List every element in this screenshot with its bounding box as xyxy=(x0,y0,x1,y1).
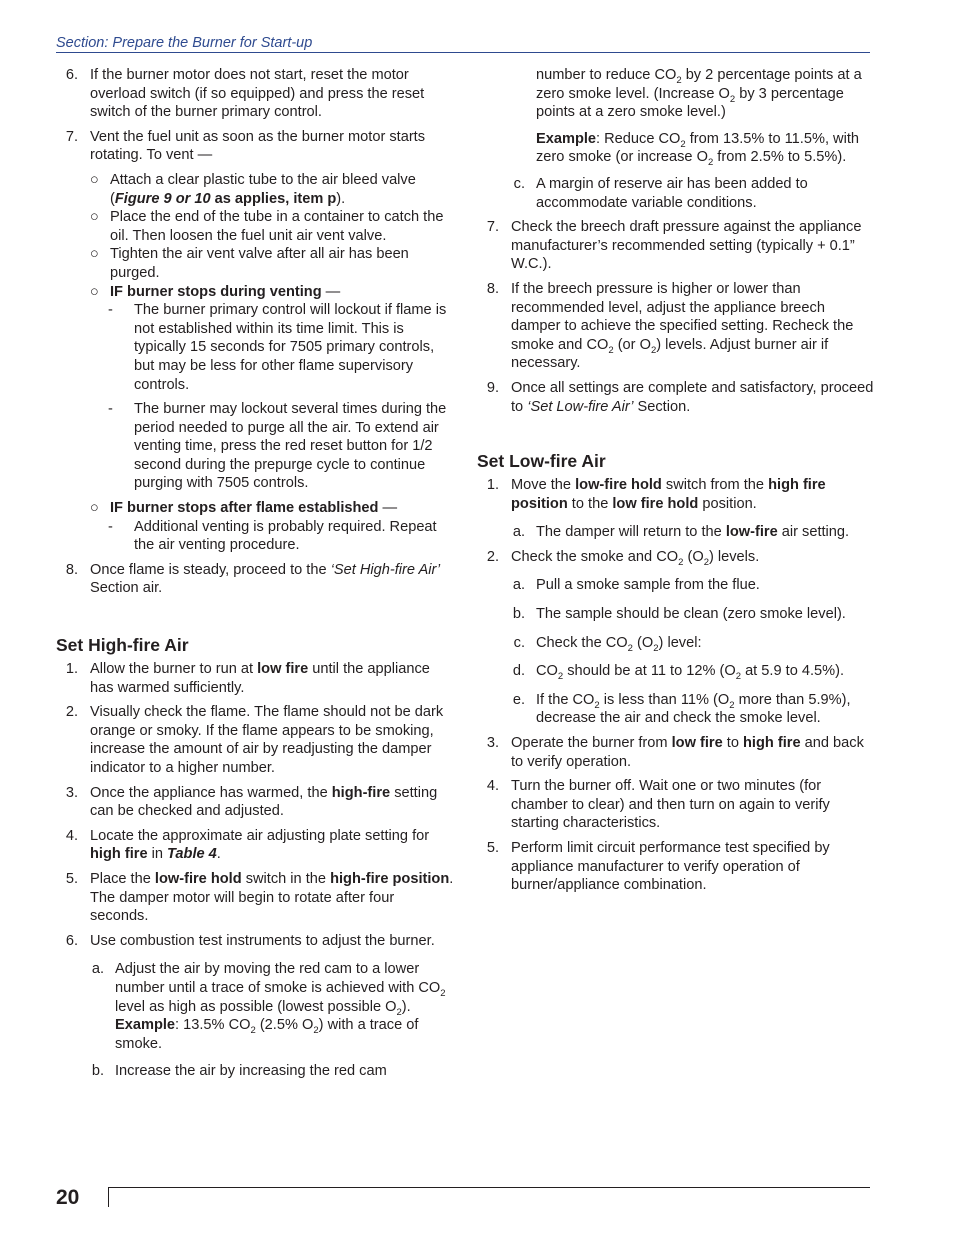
list-marker: 5. xyxy=(65,870,78,887)
list-marker: 2. xyxy=(65,704,78,721)
list-marker: 1. xyxy=(65,661,78,678)
list-item xyxy=(477,218,877,274)
list-item xyxy=(477,548,877,567)
list-item xyxy=(477,130,877,167)
page-number: 20 xyxy=(56,1186,80,1209)
list-item-text: Example: Reduce $CO_2$ from 13.5% to 11.5%, with zero smoke (or increase $O_2$ from 2.5% to 5.5%). xyxy=(536,130,860,169)
list-item-text: If the $CO_2$ is less than 11% ($O_2$ more than 5.9%), decrease the air and check the smoke level. xyxy=(536,691,851,727)
list-marker: c. xyxy=(513,634,525,651)
list-item xyxy=(477,634,877,653)
list-marker: 1. xyxy=(486,477,499,494)
list-marker: 8. xyxy=(486,280,499,297)
list-item-text: Pull a smoke sample from the flue. xyxy=(536,577,760,594)
list-item xyxy=(56,870,456,926)
list-item-text: The damper will return to the low-fire air setting. xyxy=(536,524,850,541)
left-column xyxy=(56,66,456,1081)
list-item xyxy=(477,777,877,833)
list-marker: ○ xyxy=(90,209,99,226)
list-item-text: IF burner stops during venting — xyxy=(110,283,341,300)
list-item-text: Locate the approximate air adjusting plate setting for high fire in Table 4. xyxy=(90,827,430,863)
list-item xyxy=(477,280,877,373)
list-item-text: Additional venting is probably required. Repeat the air venting procedure. xyxy=(134,518,437,554)
footer-rule xyxy=(108,1187,870,1188)
list-item-text: IF burner stops after flame established — xyxy=(110,500,398,517)
list-item xyxy=(477,839,877,895)
list-item-text: Tighten the air vent valve after all air has been purged. xyxy=(110,246,409,281)
list-item-text: A margin of reserve air has been added to accommodate variable conditions. xyxy=(536,175,808,211)
list-item xyxy=(56,301,456,394)
list-item-text: If the breech pressure is higher or lower than recommended level, adjust the appliance breech damper to achieve the specified setting. Recheck the smoke and $CO_2$ (or $O_2$) levels. Adjust burner air if necessary. xyxy=(511,280,854,372)
list-item-text: $CO_2$ should be at 11 to 12% ($O_2$ at 5.9 to 4.5%). xyxy=(536,663,845,683)
list-marker: c. xyxy=(513,175,525,192)
list-marker: 7. xyxy=(65,128,78,145)
list-marker: 3. xyxy=(65,784,78,801)
list-item xyxy=(477,379,877,416)
list-marker: ○ xyxy=(90,283,99,300)
list-item-text: Once flame is steady, proceed to the ‘Set High-fire Air’ Section air. xyxy=(90,561,441,597)
list-marker: 5. xyxy=(486,840,499,856)
list-marker: a. xyxy=(512,577,525,594)
list-item-text: The sample should be clean (zero smoke level). xyxy=(536,606,846,623)
list-item xyxy=(56,66,456,122)
list-item xyxy=(56,932,456,951)
list-item-text: Check the $CO_2$ $(O_2)$ level: xyxy=(536,634,702,654)
list-item xyxy=(56,283,456,302)
list-item-text: Check the breech draft pressure against the appliance manufacturer’s recommended setting (typically + 0.1” W.C.). xyxy=(511,219,862,273)
list-item xyxy=(56,960,456,1053)
list-marker: 6. xyxy=(65,67,78,83)
list-marker: ○ xyxy=(90,246,99,263)
section-heading: Set Low-fire Air xyxy=(477,451,606,472)
list-item xyxy=(477,576,877,595)
list-item-text: Vent the fuel unit as soon as the burner motor starts rotating. To vent — xyxy=(90,128,426,164)
list-item-text: Visually check the flame. The flame should not be dark orange or smoky. If the flame appears to be smoking, increase the amount of air by readjusting the damper indicator to a higher number. xyxy=(90,704,444,776)
list-marker: 6. xyxy=(65,932,78,949)
list-item-text: Increase the air by increasing the red cam xyxy=(115,1063,387,1080)
list-marker: 7. xyxy=(486,219,499,236)
list-marker: 4. xyxy=(65,827,78,844)
list-item xyxy=(56,518,456,555)
list-item-text: If the burner motor does not start, reset the motor overload switch (if so equipped) and press the reset switch of the burner primary control. xyxy=(90,67,425,121)
list-item-text: number to reduce $CO_2$ by 2 percentage points at a zero smoke level. (Increase $O_2$ by 3 percentage points at a zero smoke level.) xyxy=(536,67,862,121)
right-column xyxy=(477,66,877,895)
list-item xyxy=(477,605,877,624)
list-marker: - xyxy=(108,302,113,319)
list-item xyxy=(56,703,456,777)
list-item xyxy=(56,499,456,518)
list-item-text: Once all settings are complete and satisfactory, proceed to ‘Set Low-fire Air’ Section. xyxy=(511,379,874,415)
list-marker: d. xyxy=(512,663,525,680)
list-marker: 9. xyxy=(486,379,499,396)
list-item xyxy=(477,476,877,513)
list-item xyxy=(56,561,456,598)
list-marker: ○ xyxy=(90,171,99,188)
list-item xyxy=(477,175,877,212)
list-item xyxy=(56,208,456,245)
list-marker: 4. xyxy=(486,778,499,795)
list-item xyxy=(56,245,456,282)
list-item-text: Attach a clear plastic tube to the air bleed valve (Figure 9 or 10 as applies, item p). xyxy=(110,171,416,207)
list-marker: a. xyxy=(512,524,525,541)
list-marker: - xyxy=(108,518,113,535)
list-item xyxy=(56,128,456,165)
list-item-text: Move the low-fire hold switch from the high fire position to the low fire hold position. xyxy=(511,477,826,512)
list-marker: 8. xyxy=(65,561,78,578)
list-item xyxy=(477,66,877,122)
list-item xyxy=(477,734,877,771)
list-item xyxy=(477,662,877,681)
list-marker: b. xyxy=(91,1063,104,1080)
list-item xyxy=(56,400,456,493)
list-item-text: Place the low-fire hold switch in the high-fire position. The damper motor will begin to rotate after four seconds. xyxy=(90,870,454,925)
list-marker: 3. xyxy=(486,735,499,752)
list-marker: ○ xyxy=(90,500,99,517)
list-item xyxy=(477,691,877,728)
footer-tick xyxy=(108,1187,109,1207)
section-header: Section: Prepare the Burner for Start-up xyxy=(56,35,870,53)
list-item xyxy=(56,171,456,208)
list-item-text: Use combustion test instruments to adjust the burner. xyxy=(90,932,435,949)
list-item xyxy=(477,523,877,542)
list-item-text: Allow the burner to run at low fire until the appliance has warmed sufficiently. xyxy=(90,661,430,696)
list-item-text: Adjust the air by moving the red cam to a lower number until a trace of smoke is achieved with $CO_2$ level as high as possible (lowest possible $O_2$). Example: 13.5% $CO_2$ (2.5% $O_2$) with a trace of smoke. xyxy=(115,961,446,1052)
list-item-text: The burner primary control will lockout if flame is not established within its time limit. This is typically 15 seconds for 7505 primary controls, but may be less for other flame supervisory controls. xyxy=(134,302,447,393)
list-item-text: The burner may lockout several times during the period needed to purge all the air. To extend air venting time, press the red reset button for 1/2 second during the prepurge cycle to continue purging with 7505 controls. xyxy=(134,401,447,492)
list-item-text: Check the smoke and $CO_2$ $(O_2)$ levels. xyxy=(511,548,760,568)
list-marker: b. xyxy=(512,606,525,623)
section-heading: Set High-fire Air xyxy=(56,635,189,656)
list-item-text: Turn the burner off. Wait one or two minutes (for chamber to clear) and then turn on again to verify starting characteristics. xyxy=(511,778,830,832)
list-item xyxy=(56,660,456,697)
list-item xyxy=(56,1062,456,1081)
list-marker: 2. xyxy=(486,548,499,565)
list-marker: - xyxy=(108,401,113,418)
list-item-text: Operate the burner from low fire to high fire and back to verify operation. xyxy=(511,735,864,770)
list-item-text: Place the end of the tube in a container to catch the oil. Then loosen the fuel unit air vent valve. xyxy=(110,209,444,244)
list-marker: a. xyxy=(91,961,104,978)
list-item xyxy=(56,827,456,864)
list-marker: e. xyxy=(512,691,525,708)
list-item xyxy=(56,784,456,821)
list-item-text: Once the appliance has warmed, the high-fire setting can be checked and adjusted. xyxy=(90,784,438,820)
list-item-text: Perform limit circuit performance test specified by appliance manufacturer to verify operation of burner/appliance combination. xyxy=(511,840,830,894)
